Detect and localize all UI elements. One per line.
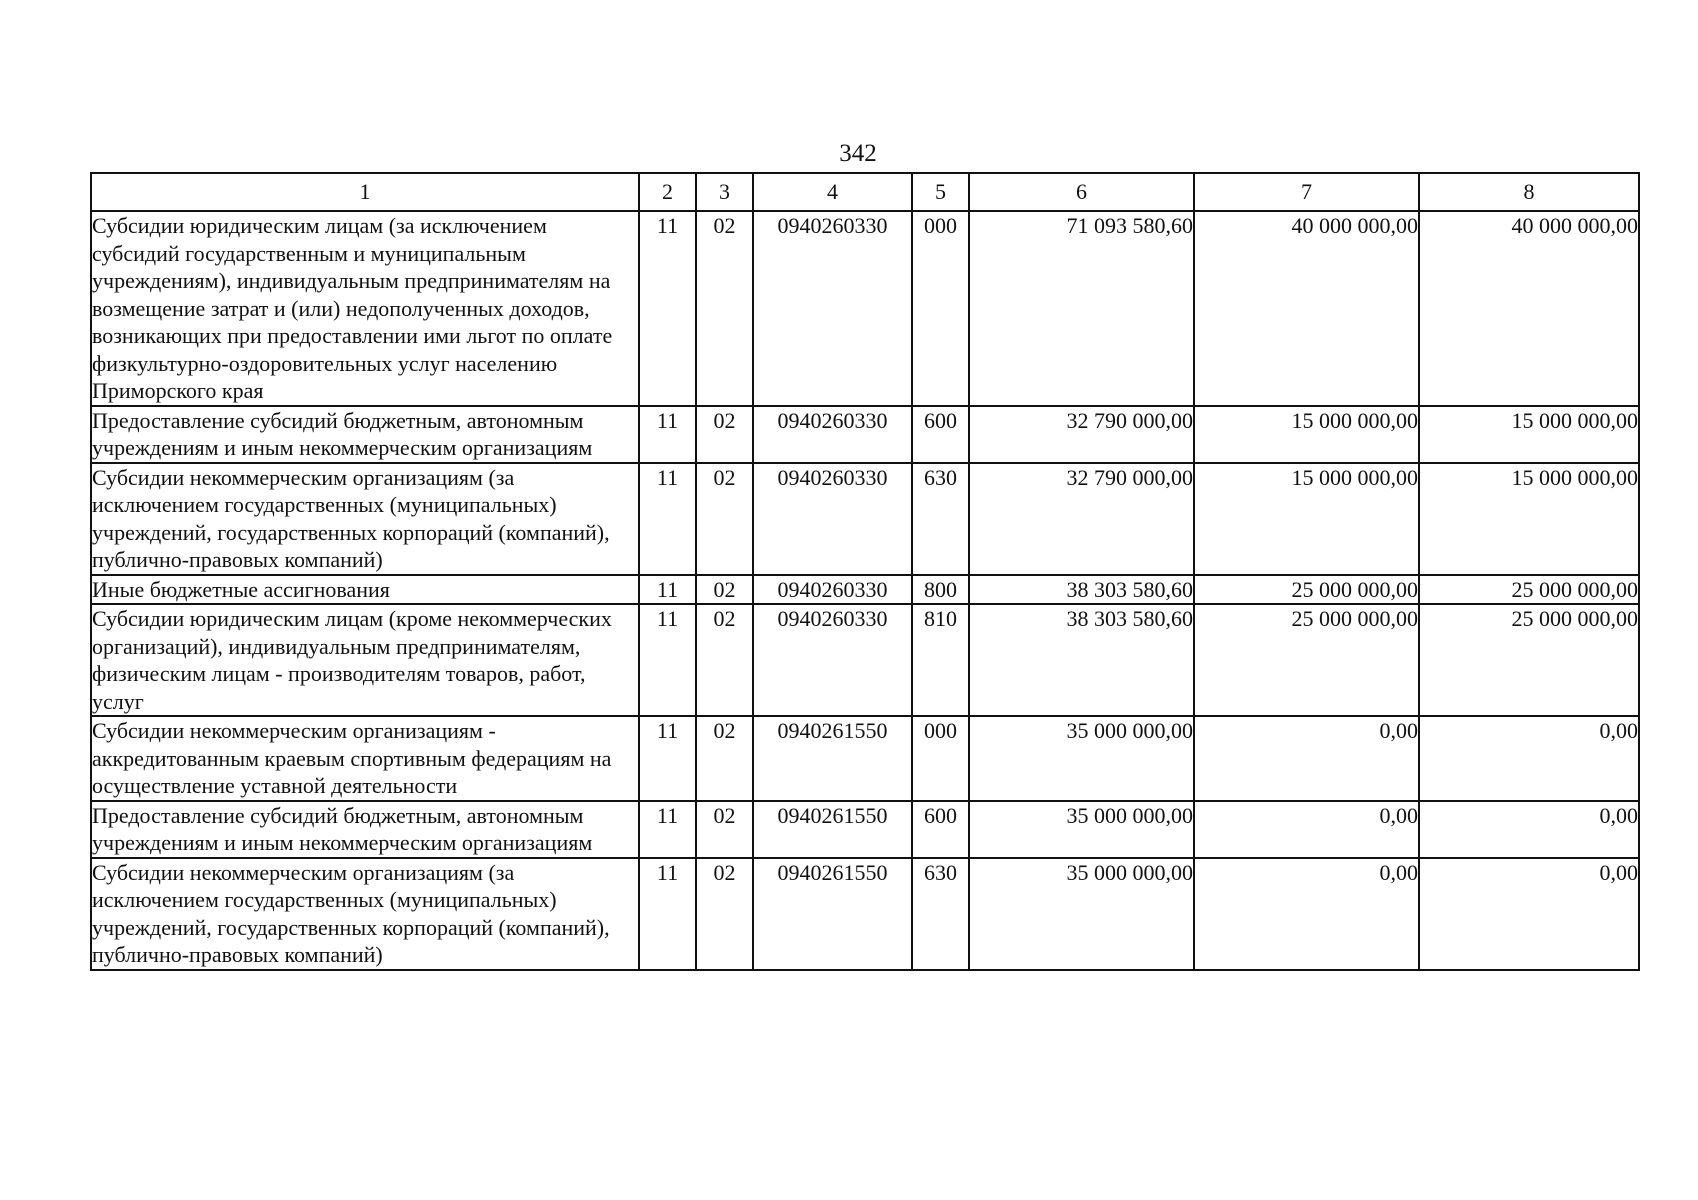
row-section: 11 (639, 801, 696, 858)
header-col-5: 5 (912, 173, 969, 211)
row-amount-col8: 15 000 000,00 (1419, 406, 1639, 463)
row-section: 11 (639, 211, 696, 406)
row-name: Иные бюджетные ассигнования (91, 575, 639, 605)
row-amount-col8: 0,00 (1419, 801, 1639, 858)
row-subsection: 02 (696, 575, 753, 605)
row-amount-col6: 71 093 580,60 (969, 211, 1194, 406)
row-amount-col6: 35 000 000,00 (969, 716, 1194, 801)
table-row (91, 406, 1639, 463)
row-amount-col6: 35 000 000,00 (969, 858, 1194, 970)
row-amount-col7: 25 000 000,00 (1194, 604, 1419, 716)
row-amount-col7: 15 000 000,00 (1194, 406, 1419, 463)
row-name: Предоставление субсидий бюджетным, автономным учреждениям и иным некоммерческим организациям (91, 406, 639, 463)
row-amount-col8: 15 000 000,00 (1419, 463, 1639, 575)
row-target-article: 0940260330 (753, 575, 912, 605)
row-name: Предоставление субсидий бюджетным, автономным учреждениям и иным некоммерческим организациям (91, 801, 639, 858)
row-section: 11 (639, 858, 696, 970)
row-section: 11 (639, 604, 696, 716)
row-amount-col8: 40 000 000,00 (1419, 211, 1639, 406)
row-amount-col6: 32 790 000,00 (969, 463, 1194, 575)
header-col-6: 6 (969, 173, 1194, 211)
row-expense-type: 600 (912, 801, 969, 858)
row-subsection: 02 (696, 858, 753, 970)
table-row (91, 801, 1639, 858)
row-subsection: 02 (696, 716, 753, 801)
header-col-3: 3 (696, 173, 753, 211)
row-subsection: 02 (696, 211, 753, 406)
row-amount-col7: 40 000 000,00 (1194, 211, 1419, 406)
row-name: Субсидии некоммерческим организациям (за исключением государственных (муниципальных) учреждений, государственных корпораций (компаний), публично-правовых компаний) (91, 858, 639, 970)
row-target-article: 0940260330 (753, 406, 912, 463)
row-name: Субсидии юридическим лицам (за исключением субсидий государственным и муниципальным учреждениям), индивидуальным предпринимателям на возмещение затрат и (или) недополученных доходов, возникающих при предоставлении ими льгот по оплате физкультурно-оздоровительных услуг населению Приморского края (91, 211, 639, 406)
header-col-2: 2 (639, 173, 696, 211)
header-col-1: 1 (91, 173, 639, 211)
row-target-article: 0940260330 (753, 211, 912, 406)
row-target-article: 0940261550 (753, 858, 912, 970)
row-amount-col7: 0,00 (1194, 716, 1419, 801)
row-subsection: 02 (696, 463, 753, 575)
row-amount-col8: 0,00 (1419, 716, 1639, 801)
row-expense-type: 630 (912, 463, 969, 575)
budget-table (90, 172, 1640, 971)
table-row (91, 211, 1639, 406)
row-amount-col7: 15 000 000,00 (1194, 463, 1419, 575)
row-name: Субсидии юридическим лицам (кроме некоммерческих организаций), индивидуальным предпринимателям, физическим лицам - производителям товаров, работ, услуг (91, 604, 639, 716)
row-amount-col6: 38 303 580,60 (969, 604, 1194, 716)
header-row (91, 173, 1639, 211)
row-section: 11 (639, 463, 696, 575)
row-subsection: 02 (696, 801, 753, 858)
table-row (91, 858, 1639, 970)
row-amount-col7: 0,00 (1194, 858, 1419, 970)
header-col-7: 7 (1194, 173, 1419, 211)
row-amount-col6: 38 303 580,60 (969, 575, 1194, 605)
row-expense-type: 630 (912, 858, 969, 970)
table-row (91, 716, 1639, 801)
row-amount-col8: 25 000 000,00 (1419, 604, 1639, 716)
row-expense-type: 800 (912, 575, 969, 605)
page-number: 342 (839, 140, 877, 167)
row-expense-type: 810 (912, 604, 969, 716)
row-amount-col8: 0,00 (1419, 858, 1639, 970)
row-target-article: 0940261550 (753, 716, 912, 801)
table-row (91, 575, 1639, 605)
row-amount-col6: 32 790 000,00 (969, 406, 1194, 463)
row-amount-col7: 25 000 000,00 (1194, 575, 1419, 605)
header-col-4: 4 (753, 173, 912, 211)
row-amount-col8: 25 000 000,00 (1419, 575, 1639, 605)
row-target-article: 0940260330 (753, 463, 912, 575)
table-row (91, 463, 1639, 575)
row-target-article: 0940260330 (753, 604, 912, 716)
row-section: 11 (639, 575, 696, 605)
row-target-article: 0940261550 (753, 801, 912, 858)
row-amount-col6: 35 000 000,00 (969, 801, 1194, 858)
row-expense-type: 600 (912, 406, 969, 463)
row-expense-type: 000 (912, 211, 969, 406)
table-row (91, 604, 1639, 716)
row-subsection: 02 (696, 406, 753, 463)
row-section: 11 (639, 406, 696, 463)
row-amount-col7: 0,00 (1194, 801, 1419, 858)
row-name: Субсидии некоммерческим организациям (за исключением государственных (муниципальных) учреждений, государственных корпораций (компаний), публично-правовых компаний) (91, 463, 639, 575)
row-subsection: 02 (696, 604, 753, 716)
row-name: Субсидии некоммерческим организациям - аккредитованным краевым спортивным федерациям на осуществление уставной деятельности (91, 716, 639, 801)
header-col-8: 8 (1419, 173, 1639, 211)
row-section: 11 (639, 716, 696, 801)
row-expense-type: 000 (912, 716, 969, 801)
